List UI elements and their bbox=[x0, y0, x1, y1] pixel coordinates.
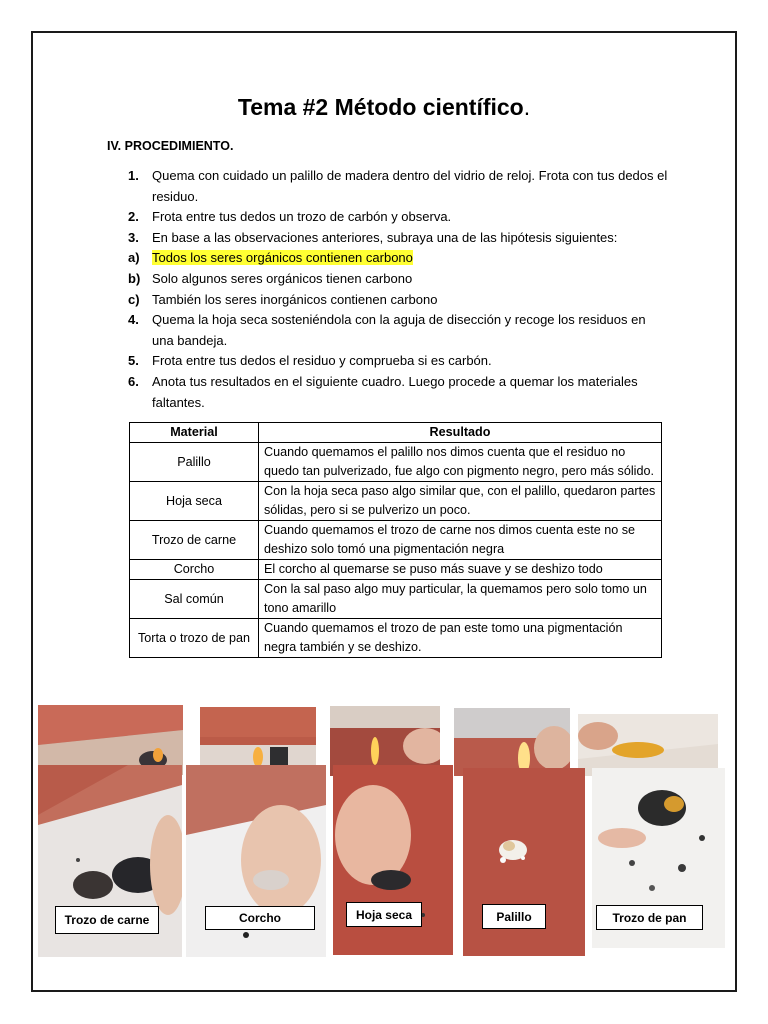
step-number: 4. bbox=[128, 312, 139, 328]
step-number: a) bbox=[128, 250, 140, 266]
step-1 bbox=[128, 166, 668, 207]
step-text: En base a las observaciones anteriores, subraya una de las hipótesis siguientes: bbox=[152, 229, 618, 245]
step-4 bbox=[128, 310, 668, 351]
step-text: Anota tus resultados en el siguiente cuadro. Luego procede a quemar los materiales faltantes. bbox=[152, 373, 638, 410]
label-trozo-de-pan: Trozo de pan bbox=[596, 905, 703, 930]
label-palillo: Palillo bbox=[482, 904, 546, 929]
page-title bbox=[0, 94, 768, 121]
step-number: 1. bbox=[128, 168, 139, 183]
step-number: c) bbox=[128, 291, 140, 307]
hypothesis-b bbox=[128, 269, 668, 290]
step-number: b) bbox=[128, 270, 141, 286]
result-cell: Cuando quemamos el palillo nos dimos cuenta que el residuo no quedo tan pulverizado, fue algo con pigmento negro, pero más sólido. bbox=[259, 443, 662, 482]
label-hoja-seca: Hoja seca bbox=[346, 902, 422, 927]
header-resultado: Resultado bbox=[259, 423, 662, 443]
table-header-row bbox=[130, 423, 662, 443]
results-table bbox=[129, 422, 662, 658]
table-row bbox=[130, 580, 662, 619]
label-trozo-de-carne: Trozo de carne bbox=[55, 906, 159, 934]
title-period: . bbox=[523, 94, 531, 120]
photo-stick-burning bbox=[454, 708, 570, 776]
result-cell: El corcho al quemarse se puso más suave y se deshizo todo bbox=[259, 560, 662, 580]
highlighted-hypothesis: Todos los seres orgánicos contienen carbono bbox=[152, 250, 413, 266]
step-text: Frota entre tus dedos el residuo y comprueba si es carbón. bbox=[152, 353, 492, 369]
step-number: 2. bbox=[128, 209, 139, 225]
step-text: Quema con cuidado un palillo de madera dentro del vidrio de reloj. Frota con tus dedos el residuo. bbox=[152, 168, 668, 204]
section-heading: IV. PROCEDIMIENTO. bbox=[107, 139, 234, 153]
step-number: 6. bbox=[128, 373, 139, 389]
table-row bbox=[130, 560, 662, 580]
material-cell: Torta o trozo de pan bbox=[130, 619, 259, 658]
title-text: Tema #2 Método científico bbox=[237, 94, 524, 120]
step-6 bbox=[128, 372, 668, 413]
table-row bbox=[130, 521, 662, 560]
step-3 bbox=[128, 228, 668, 249]
table-row bbox=[130, 482, 662, 521]
hypothesis-c bbox=[128, 290, 668, 311]
hypothesis-a bbox=[128, 248, 668, 269]
material-cell: Trozo de carne bbox=[130, 521, 259, 560]
step-2 bbox=[128, 207, 668, 228]
result-cell: Con la hoja seca paso algo similar que, con el palillo, quedaron partes sólidas, pero si se pulverizo un poco. bbox=[259, 482, 662, 521]
photo-bread-burning bbox=[578, 714, 718, 776]
material-cell: Palillo bbox=[130, 443, 259, 482]
result-cell: Cuando quemamos el trozo de pan este tomo una pigmentación negra también y se deshizo. bbox=[259, 619, 662, 658]
header-material: Material bbox=[130, 423, 259, 443]
result-cell: Cuando quemamos el trozo de carne nos dimos cuenta este no se deshizo solo tomó una pigmentación negra bbox=[259, 521, 662, 560]
result-cell: Con la sal paso algo muy particular, la quemamos pero solo tomo un tono amarillo bbox=[259, 580, 662, 619]
material-cell: Corcho bbox=[130, 560, 259, 580]
table-row bbox=[130, 619, 662, 658]
material-cell: Hoja seca bbox=[130, 482, 259, 521]
step-text: Quema la hoja seca sosteniéndola con la aguja de disección y recoge los residuos en una bandeja. bbox=[152, 312, 646, 348]
step-5 bbox=[128, 351, 668, 372]
step-text: Frota entre tus dedos un trozo de carbón y observa. bbox=[152, 209, 452, 225]
step-number: 5. bbox=[128, 353, 139, 369]
table-row bbox=[130, 443, 662, 482]
step-text: También los seres inorgánicos contienen carbono bbox=[152, 291, 438, 307]
procedure-list bbox=[128, 166, 668, 413]
label-corcho: Corcho bbox=[205, 906, 315, 930]
material-cell: Sal común bbox=[130, 580, 259, 619]
step-text: Solo algunos seres orgánicos tienen carbono bbox=[152, 270, 413, 286]
step-number: 3. bbox=[128, 229, 139, 245]
